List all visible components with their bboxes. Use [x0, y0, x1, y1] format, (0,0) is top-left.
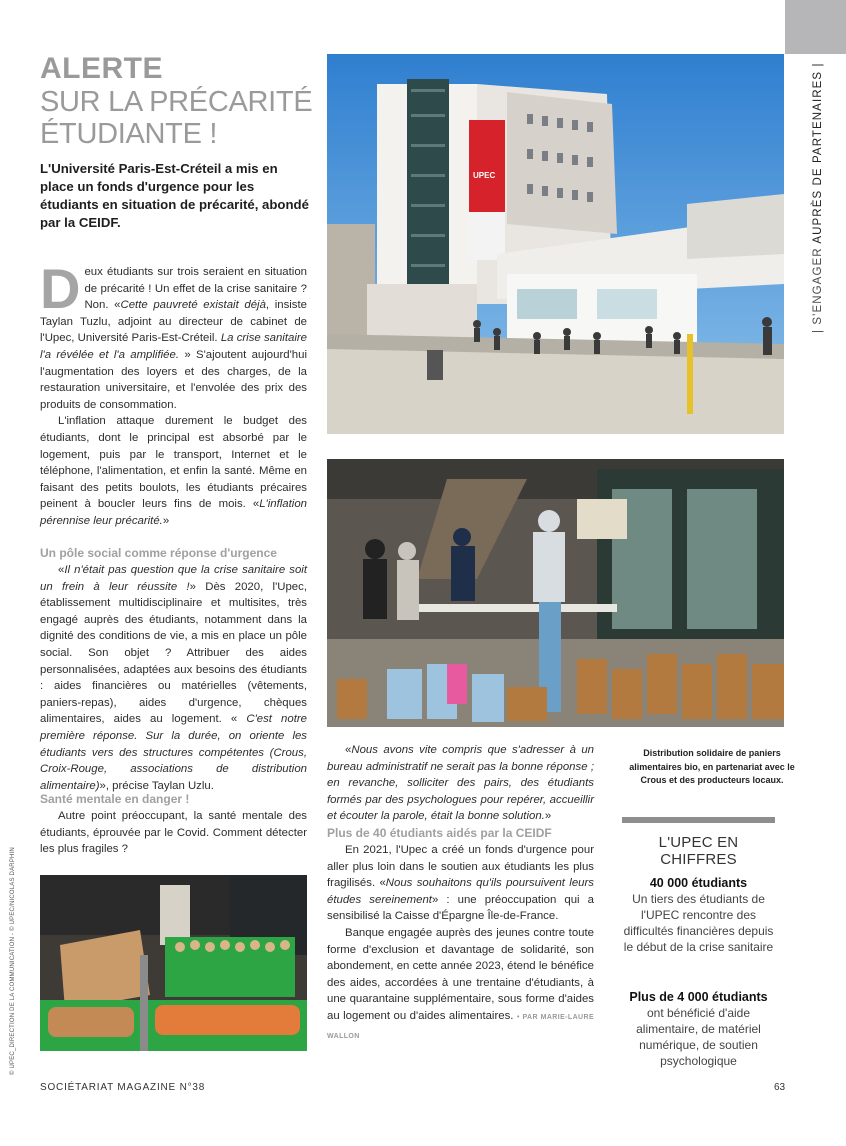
title-line1: ALERTE [40, 52, 163, 85]
article-col1-mid: Un pôle social comme réponse d'urgence «Il n'était pas question que la crise sanitaire soit un frein à leur réussite !» Dès 2020, l'Upec, établissement multidisciplinaire et multisites, très engagé auprès des étudiants, notamment dans la dignité des conditions de vie, a mis en place un pôle social. Son objet ? Attribuer des aides personnalisées, adaptées aux besoins des étudiants : aides financières ou matérielles (vêtements, paniers-repas), aides d'urgence, chèques alimentaires, aides au logement. « C'est notre première réponse. Sur la durée, on oriente les étudiants vers des structures compétentes (Crous, Croix-Rouge, associations de distribution alimentaire)», précise Taylan Uzlu. [40, 546, 307, 792]
article-col1-top: Deux étudiants sur trois seraient en situation de précarité ! Un effet de la crise sanitaire ? Non. «Cette pauvreté existait déjà, insiste Taylan Tuzlu, adjoint au directeur de cabinet de l'Upec, Université Paris-Est-Créteil. La crise sanitaire l'a révélée et l'a amplifiée. » S'ajoutent aujourd'hui l'augmentation des loyers et des charges, de la restauration universitaire, et l'envolée des prix des produits de consommation. L'inflation attaque durement le budget des étudiants, dont le principal est absorbé par le logement, puis par le transport, Internet et le téléphone, l'alimentation, et enfin la santé. Même en faisant des petits boulots, les étudiants précaires peinent à boucler leurs fins de mois. «L'inflation pérennise leur précarité.» [40, 257, 307, 527]
stat-4000: Plus de 4 000 étudiants ont bénéficié d'aide alimentaire, de matériel numérique, de soutien psychologique [629, 990, 768, 1068]
section-name: AUPRÈS DE PARTENAIRES | [812, 62, 824, 244]
lead-paragraph: L'Université Paris-Est-Créteil a mis en place un fonds d'urgence pour les étudiants en situation de précarité, abondé par la CEIDF. [40, 161, 309, 230]
stat-40000: 40 000 étudiants Un tiers des étudiants de l'UPEC rencontre des difficultés financières depuis le début de la crise sanitaire [623, 876, 774, 954]
article-col1-bottom: Santé mentale en danger ! Autre point préoccupant, la santé mentale des étudiants, éprouvée par le Covid. Comment détecter les plus fragiles ? [40, 792, 307, 856]
photo-caption: Distribution solidaire de paniers alimentaires bio, en partenariat avec le Crous et des producteurs locaux. [629, 748, 795, 785]
photo-vegetable-crates [40, 875, 307, 1051]
corner-tab [785, 0, 846, 54]
page-number: 63 [774, 1082, 786, 1093]
article-col2: «Nous avons vite compris que s'adresser à un bureau administratif ne serait pas la bonne réponse ; en revanche, solliciter des pairs, des étudiants formés par des psychologues pour repérer, accueillir et écouter la parole, était la bonne solution.» Plus de 40 étudiants aidés par la CEIDF En 2021, l'Upec a créé un fonds d'urgence pour aller plus loin dans le soutien aux étudiants les plus fragilisés. «Nous souhaitons qu'ils poursuivent leurs études sereinement» : une préoccupation qui a sensibilisé la Caisse d'Épargne Île-de-France. Banque engagée auprès des jeunes contre toute forme d'exclusion et davantage de solidarité, son abondement, en cette année 2023, étend le bénéfice des aides, accordées à une trentaine d'étudiants, à une quarantaine supplémentaire, sous forme d'aides au logement ou d'aides alimentaires. • PAR MARIE-LAURE WALLON [327, 744, 595, 1040]
upec-sign-text: UPEC [473, 171, 496, 180]
subheading-sante-mentale: Santé mentale en danger ! [40, 792, 190, 806]
subheading-pole-social: Un pôle social comme réponse d'urgence [40, 546, 277, 560]
subheading-ceidf: Plus de 40 étudiants aidés par la CEIDF [327, 825, 552, 840]
title-line2: SUR LA PRÉCARITÉ ÉTUDIANTE ! [40, 86, 313, 150]
byline: • PAR MARIE-LAURE WALLON [327, 1013, 595, 1040]
stats-box-bar [622, 817, 775, 823]
stats-box-title: L'UPEC EN CHIFFRES [658, 834, 739, 868]
dropcap: D [40, 257, 81, 320]
photo-food-distribution [327, 459, 784, 727]
section-label [808, 62, 828, 333]
section-prefix: | S'ENGAGER [812, 247, 824, 333]
magazine-name: SOCIÉTARIAT MAGAZINE N°38 [40, 1082, 206, 1093]
photo-university-building [327, 54, 784, 434]
photo-credit: © UPEC_DIRECTION DE LA COMMUNICATION - © UPEC/NICOLAS DARPHIN [10, 847, 16, 1075]
